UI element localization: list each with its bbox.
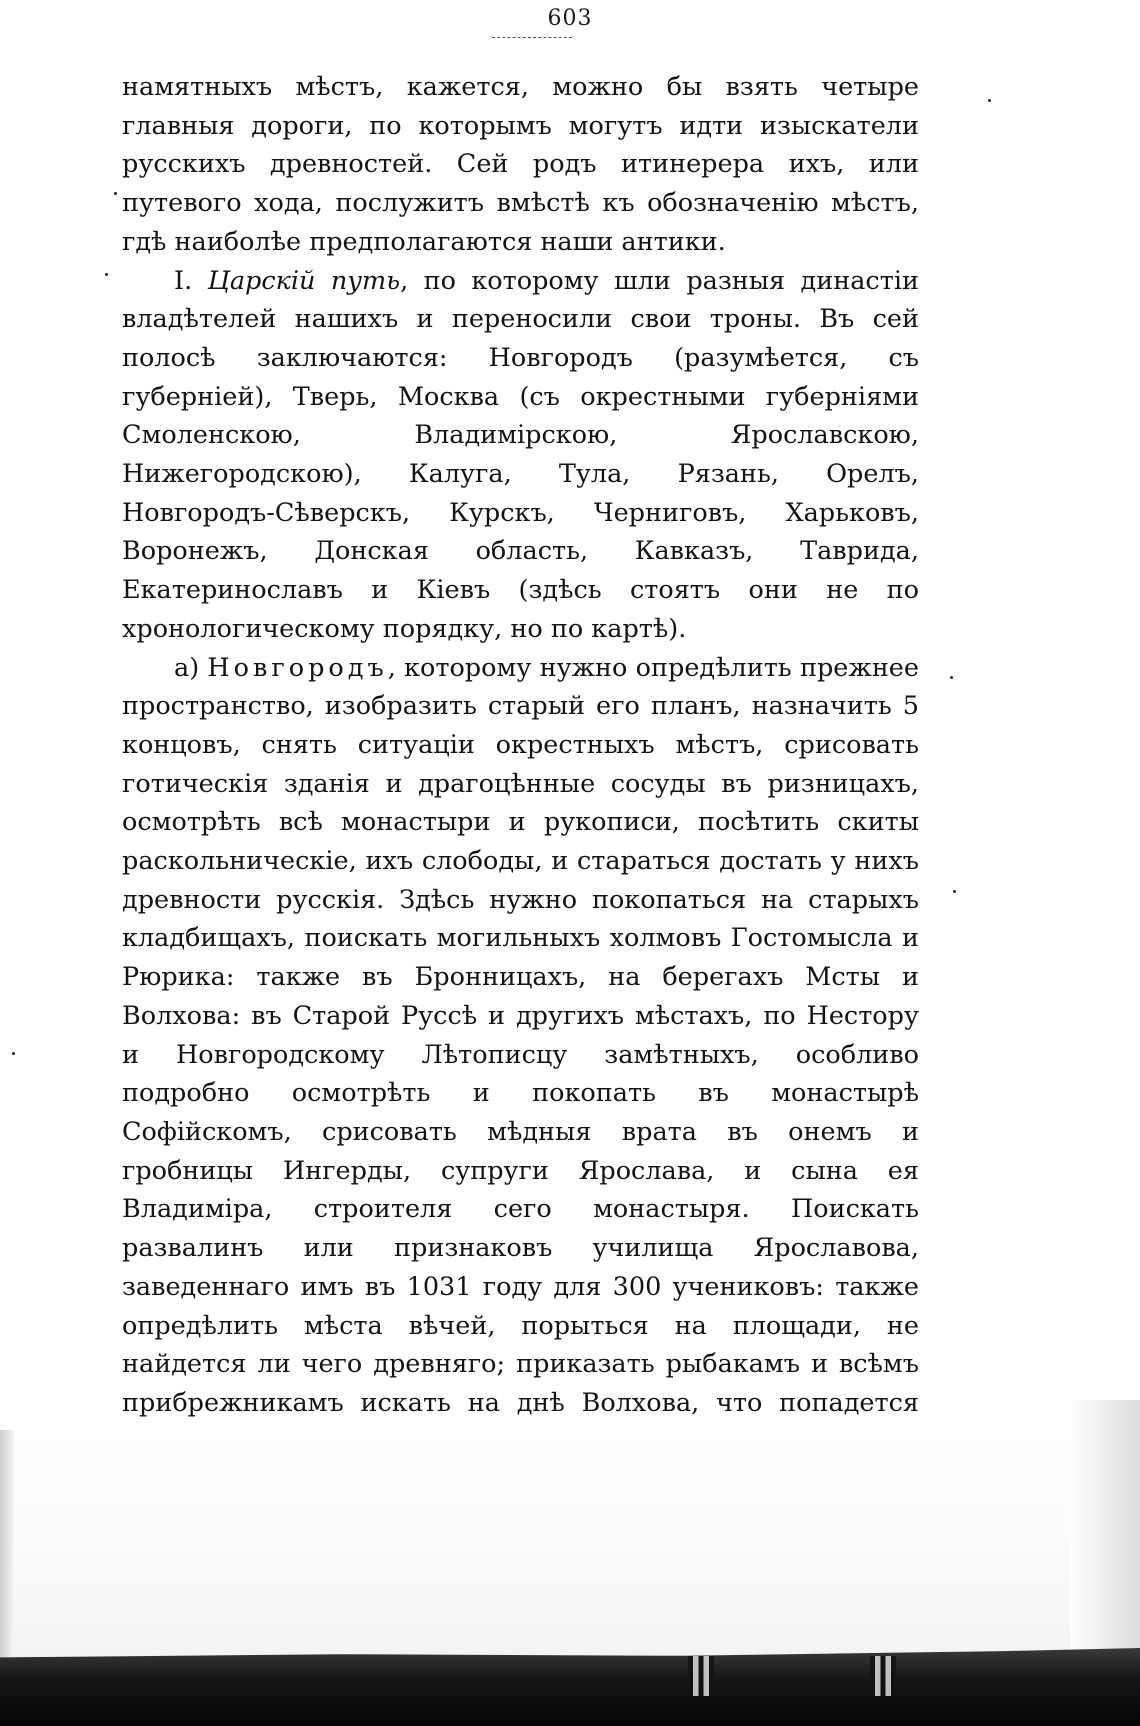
paragraph-text: , которому нужно опредѣлить прежнее пространство, изобразить старый его планъ, назначить 5 концовъ, снять ситуаціи окрестныхъ мѣстъ, срисовать готическія зданія и драгоцѣнные сосуды въ ризницахъ, осмотрѣть всѣ монастыри и рукописи, посѣтить скиты раскольническіе, ихъ слободы, и стараться достать у нихъ древности русскія. Здѣсь нужно покопаться на старыхъ кладбищахъ, поискать могильныхъ холмовъ Гостомысла и Рюрика: также въ Бронницахъ, на берегахъ Мсты и Волхова: въ Старой Руссѣ и другихъ мѣстахъ, по Нестору и Новгородскому Лѣтописцу замѣтныхъ, особливо подробно осмотрѣть и покопать въ монастырѣ Софійскомъ, срисовать мѣдныя врата въ онемъ и гробницы Ингерды, супруги Ярослава, и сына ея Владиміра, строителя сего монастыря. Поискать развалинъ или признаковъ училища Ярославова, заведеннаго имъ въ 1031 году для 300 учениковъ: также опредѣлить мѣста вѣчей, порыться на площади, не найдется ли чего древняго; приказать рыбакамъ и всѣмъ прибрежникамъ искать на днѣ Волхова, что попадется	[122, 652, 919, 1418]
body-text	[122, 68, 919, 1577]
scan-bottom-band	[0, 1648, 1140, 1726]
paragraph-text: а)	[174, 652, 208, 683]
page-number-rule	[492, 37, 572, 38]
paragraph-text: I.	[174, 265, 208, 296]
scan-speck	[114, 192, 117, 195]
scan-speck	[12, 1052, 15, 1055]
italic-heading-text: Царскій путь	[207, 265, 401, 296]
scan-speck	[988, 99, 991, 102]
paragraph-text: , по которому шли разныя династіи владѣтелей нашихъ и переносили свои троны. Въ сей полосѣ заключаются: Новгородъ (разумѣется, съ губерніей), Тверь, Москва (съ окрестными губерніями Смоленскою, Владимірскою, Ярославскою, Нижегородскою), Калуга, Тула, Рязань, Орелъ, Новгородъ-Сѣверскъ, Курскъ, Черниговъ, Харьковъ, Воронежъ, Донская область, Кавказъ, Таврида, Екатеринославъ и Кіевъ (здѣсь стоятъ они не по хронологическому порядку, но по картѣ).	[122, 265, 919, 644]
scan-clip-mark	[688, 1656, 714, 1696]
paragraph-2-tsarsky-put	[122, 262, 919, 649]
scan-speck	[950, 676, 953, 679]
scan-speck	[953, 890, 956, 893]
paragraph-text: намятныхъ мѣстъ, кажется, можно бы взять четыре главныя дороги, по которымъ могутъ идти изыскатели русскихъ древностей. Сей родъ итинерера ихъ, или путевого хода, послужитъ вмѣстѣ къ обозначенію мѣстъ, гдѣ наиболѣе предполагаются наши антики.	[122, 72, 919, 257]
spaced-heading-text: Новгородъ	[207, 652, 388, 683]
scan-speck	[105, 273, 108, 276]
scan-clip-mark	[870, 1656, 896, 1696]
page-number: 603	[547, 6, 593, 31]
paragraph-1	[122, 68, 919, 262]
